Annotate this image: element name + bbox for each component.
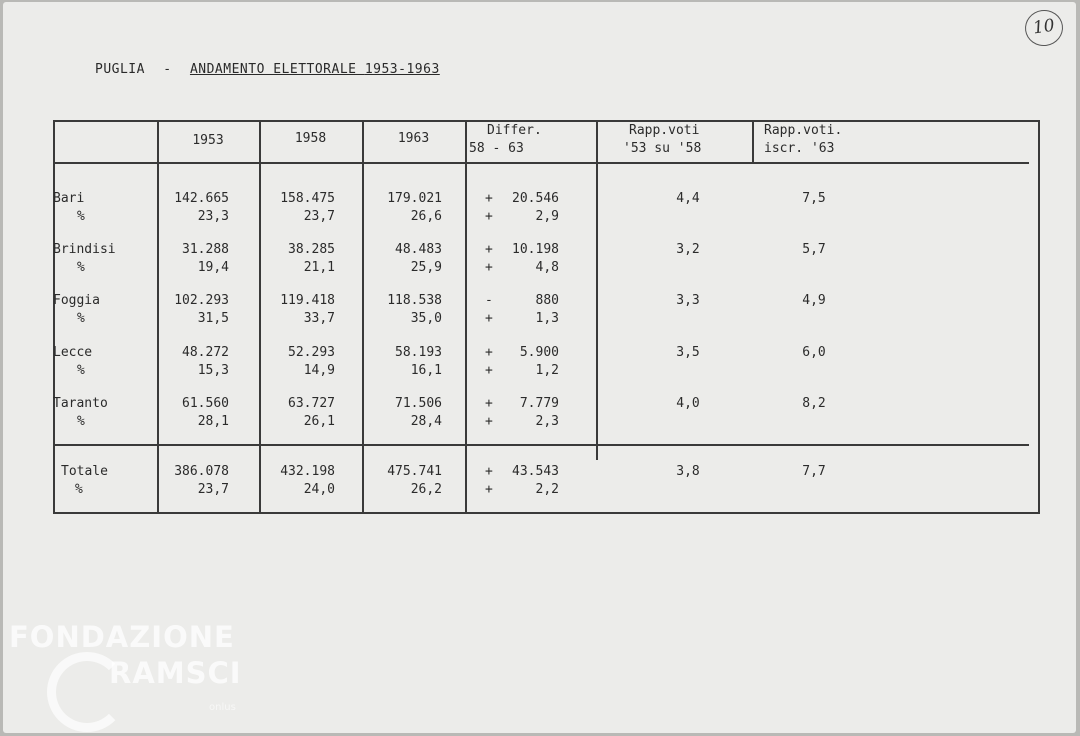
rapp-iscr-value: 4,9 bbox=[802, 293, 826, 308]
diff-value: 7.779 bbox=[519, 396, 559, 411]
rapp-iscr-value: 6,0 bbox=[802, 345, 826, 360]
value-v1953: 386.078 bbox=[174, 464, 229, 479]
title-subject bbox=[190, 62, 440, 77]
rapp-voti-value: 3,8 bbox=[676, 464, 700, 479]
diff-percent-sign: + bbox=[485, 311, 493, 326]
title-region: PUGLIA bbox=[95, 62, 145, 77]
row-percent-label: % bbox=[77, 260, 85, 275]
percent-p1963: 25,9 bbox=[410, 260, 442, 275]
page-number: 10 bbox=[1023, 8, 1066, 49]
diff-percent-value: 2,2 bbox=[535, 482, 559, 497]
percent-p1953: 23,3 bbox=[197, 209, 229, 224]
rapp-voti-value: 4,4 bbox=[676, 191, 700, 206]
diff-sign: - bbox=[485, 293, 493, 308]
percent-p1953: 23,7 bbox=[197, 482, 229, 497]
row-name: Lecce bbox=[53, 345, 93, 360]
rapp-iscr-value: 5,7 bbox=[802, 242, 826, 257]
diff-percent-sign: + bbox=[485, 209, 493, 224]
percent-p1963: 26,2 bbox=[410, 482, 442, 497]
title-subject-text: ANDAMENTO ELETTORALE bbox=[189, 62, 357, 77]
header-rapp-iscr-line2: iscr. '63 bbox=[764, 141, 835, 156]
percent-p1958: 21,1 bbox=[303, 260, 335, 275]
percent-p1958: 23,7 bbox=[303, 209, 335, 224]
document-sheet bbox=[3, 2, 1076, 733]
value-v1963: 58.193 bbox=[395, 345, 442, 360]
col-rule-rapp-voti bbox=[596, 120, 598, 460]
diff-value: 43.543 bbox=[512, 464, 559, 479]
percent-p1958: 33,7 bbox=[303, 311, 335, 326]
value-v1953: 31.288 bbox=[182, 242, 229, 257]
row-name: Taranto bbox=[53, 396, 108, 411]
watermark-logo bbox=[9, 620, 271, 720]
diff-percent-sign: + bbox=[485, 260, 493, 275]
header-rapp-voti-line2: '53 su '58 bbox=[623, 141, 702, 156]
diff-percent-value: 2,3 bbox=[535, 414, 559, 429]
row-name: Bari bbox=[53, 191, 85, 206]
diff-percent-value: 2,9 bbox=[535, 209, 559, 224]
row-percent-label: % bbox=[77, 414, 85, 429]
value-v1963: 179.021 bbox=[387, 191, 442, 206]
percent-p1953: 15,3 bbox=[197, 363, 229, 378]
diff-percent-value: 1,2 bbox=[535, 363, 559, 378]
percent-p1953: 19,4 bbox=[197, 260, 229, 275]
percent-p1953: 31,5 bbox=[197, 311, 229, 326]
value-v1958: 63.727 bbox=[288, 396, 335, 411]
value-v1963: 71.506 bbox=[395, 396, 442, 411]
percent-p1963: 28,4 bbox=[410, 414, 442, 429]
row-percent-label: % bbox=[77, 363, 85, 378]
row-percent-label: % bbox=[77, 209, 85, 224]
table-total-rule bbox=[53, 444, 1029, 446]
diff-sign: + bbox=[485, 464, 493, 479]
rapp-voti-value: 3,2 bbox=[676, 242, 700, 257]
rapp-voti-value: 3,3 bbox=[676, 293, 700, 308]
table-bottom-rule bbox=[53, 512, 1039, 514]
diff-value: 5.900 bbox=[519, 345, 559, 360]
rapp-voti-value: 3,5 bbox=[676, 345, 700, 360]
col-rule-rapp-iscr bbox=[752, 120, 754, 164]
diff-sign: + bbox=[485, 191, 493, 206]
row-percent-label: % bbox=[75, 482, 83, 497]
value-v1958: 38.285 bbox=[288, 242, 335, 257]
diff-value: 880 bbox=[535, 293, 559, 308]
table-right-rule bbox=[1038, 120, 1040, 514]
value-v1953: 48.272 bbox=[182, 345, 229, 360]
table-header-rule bbox=[53, 162, 1029, 164]
value-v1953: 102.293 bbox=[174, 293, 229, 308]
diff-value: 20.546 bbox=[512, 191, 559, 206]
header-1963: 1963 bbox=[397, 131, 430, 146]
table-top-rule bbox=[53, 120, 1039, 122]
diff-percent-sign: + bbox=[485, 482, 493, 497]
value-v1958: 52.293 bbox=[288, 345, 335, 360]
percent-p1963: 26,6 bbox=[410, 209, 442, 224]
diff-percent-value: 4,8 bbox=[535, 260, 559, 275]
header-1958: 1958 bbox=[294, 131, 327, 146]
value-v1953: 142.665 bbox=[174, 191, 229, 206]
header-rapp-voti-line1: Rapp.voti bbox=[629, 123, 700, 138]
value-v1958: 158.475 bbox=[280, 191, 335, 206]
percent-p1963: 16,1 bbox=[410, 363, 442, 378]
value-v1963: 48.483 bbox=[395, 242, 442, 257]
diff-sign: + bbox=[485, 345, 493, 360]
rapp-iscr-value: 7,7 bbox=[802, 464, 826, 479]
title-years: 1953-1963 bbox=[364, 62, 440, 77]
rapp-voti-value: 4,0 bbox=[676, 396, 700, 411]
header-diff-line2: 58 - 63 bbox=[469, 141, 524, 156]
percent-p1958: 14,9 bbox=[303, 363, 335, 378]
col-rule-diff bbox=[465, 120, 467, 514]
diff-percent-sign: + bbox=[485, 414, 493, 429]
row-percent-label: % bbox=[77, 311, 85, 326]
total-label: Totale bbox=[61, 464, 108, 479]
watermark-line1: FONDAZIONE bbox=[9, 620, 235, 654]
diff-sign: + bbox=[485, 242, 493, 257]
rapp-iscr-value: 8,2 bbox=[802, 396, 826, 411]
header-rapp-iscr-line1: Rapp.voti. bbox=[764, 123, 843, 138]
row-name: Foggia bbox=[53, 293, 100, 308]
percent-p1953: 28,1 bbox=[197, 414, 229, 429]
table-left-rule bbox=[53, 120, 55, 514]
value-v1953: 61.560 bbox=[182, 396, 229, 411]
diff-percent-value: 1,3 bbox=[535, 311, 559, 326]
value-v1958: 432.198 bbox=[280, 464, 335, 479]
title-dash: - bbox=[163, 62, 172, 77]
percent-p1958: 24,0 bbox=[303, 482, 335, 497]
diff-sign: + bbox=[485, 396, 493, 411]
diff-value: 10.198 bbox=[512, 242, 559, 257]
value-v1963: 118.538 bbox=[387, 293, 442, 308]
percent-p1963: 35,0 bbox=[410, 311, 442, 326]
percent-p1958: 26,1 bbox=[303, 414, 335, 429]
value-v1963: 475.741 bbox=[387, 464, 442, 479]
header-diff-line1: Differ. bbox=[487, 123, 542, 138]
election-table bbox=[53, 120, 1039, 514]
rapp-iscr-value: 7,5 bbox=[802, 191, 826, 206]
row-name: Brindisi bbox=[53, 242, 116, 257]
watermark-line2: RAMSCI bbox=[109, 656, 242, 690]
diff-percent-sign: + bbox=[485, 363, 493, 378]
watermark-line3: onlus bbox=[209, 702, 236, 713]
header-1953: 1953 bbox=[192, 133, 224, 148]
value-v1958: 119.418 bbox=[280, 293, 335, 308]
document-title bbox=[95, 62, 440, 77]
